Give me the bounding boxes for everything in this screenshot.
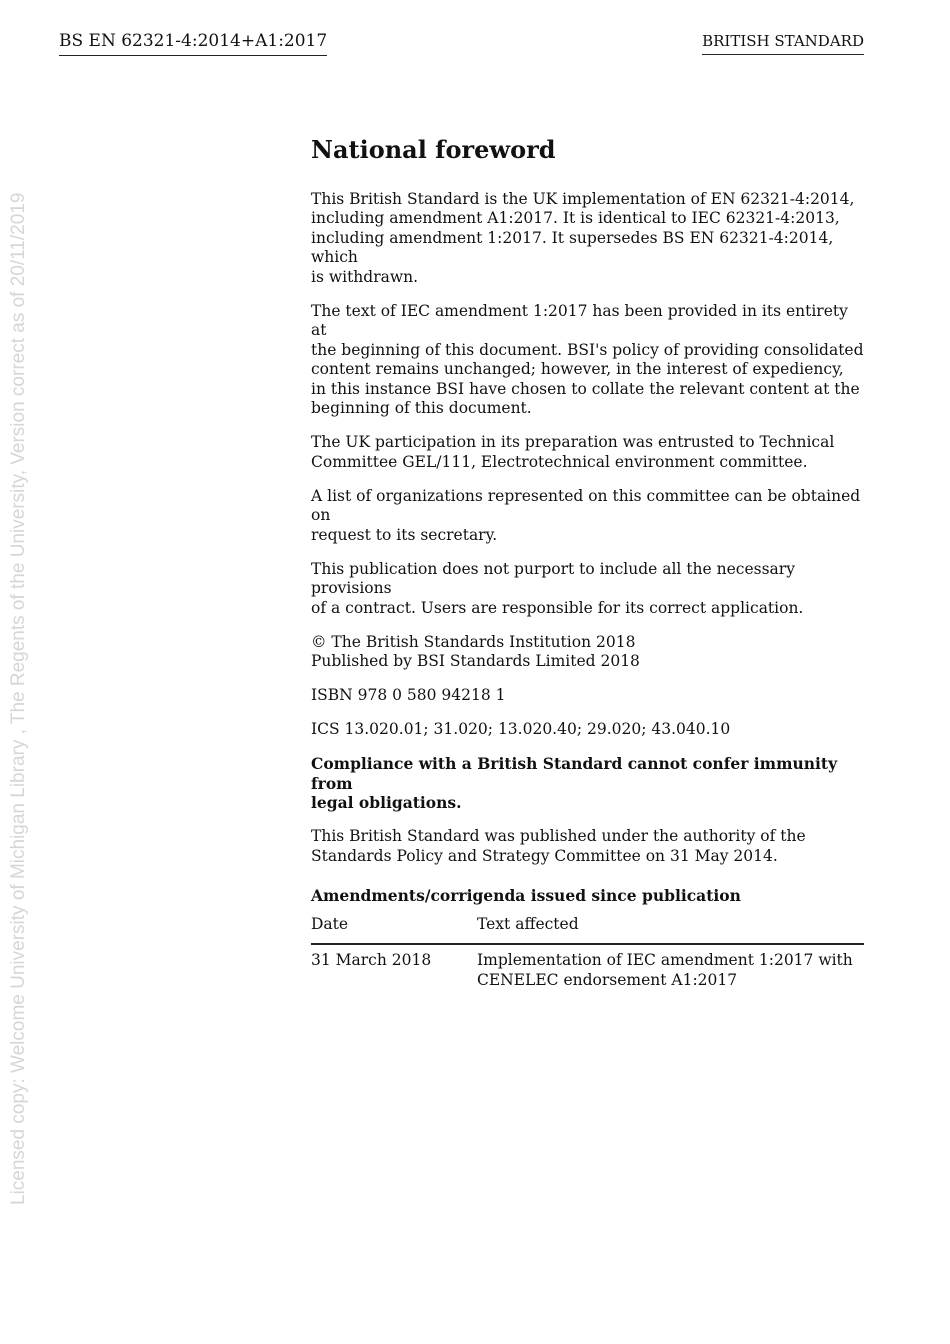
license-watermark: Licensed copy: Welcome University of Michigan Library , The Regents of the University, Version correct as of 20/11/2019 xyxy=(8,192,29,1205)
text-line: This British Standard is the UK implementation of EN 62321-4:2014, xyxy=(311,189,855,208)
foreword-body xyxy=(311,136,864,990)
amendments-table xyxy=(311,915,864,991)
text-line: CENELEC endorsement A1:2017 xyxy=(477,970,738,989)
column-header-text-affected: Text affected xyxy=(477,915,864,945)
compliance-notice xyxy=(311,754,864,813)
text-line: © The British Standards Institution 2018 xyxy=(311,632,636,651)
paragraph-copyright xyxy=(311,633,864,672)
text-line: Standards Policy and Strategy Committee on 31 May 2014. xyxy=(311,846,778,865)
text-line: is withdrawn. xyxy=(311,267,419,286)
table-row xyxy=(311,944,864,990)
text-line: including amendment 1:2017. It supersedes BS EN 62321-4:2014, which xyxy=(311,228,834,267)
isbn-number: ISBN 978 0 580 94218 1 xyxy=(311,686,506,705)
text-line: This British Standard was published under the authority of the xyxy=(311,827,806,846)
paragraph-amendment-text xyxy=(311,302,864,419)
paragraph-organizations xyxy=(311,487,864,546)
text-line: including amendment A1:2017. It is identical to IEC 62321-4:2013, xyxy=(311,209,840,228)
text-line: of a contract. Users are responsible for its correct application. xyxy=(311,598,804,617)
text-line: The UK participation in its preparation was entrusted to Technical xyxy=(311,433,835,452)
text-line: This publication does not purport to include all the necessary provisions xyxy=(311,559,795,598)
amendments-heading: Amendments/corrigenda issued since publication xyxy=(311,886,741,906)
text-line: request to its secretary. xyxy=(311,525,498,544)
amendment-text-affected xyxy=(477,944,864,990)
paragraph-authority xyxy=(311,827,864,866)
column-header-date: Date xyxy=(311,915,477,945)
header-series-label: BRITISH STANDARD xyxy=(702,32,864,55)
text-line: Committee GEL/111, Electrotechnical environment committee. xyxy=(311,452,808,471)
page-title: National foreword xyxy=(311,135,556,164)
amendment-date: 31 March 2018 xyxy=(311,951,432,970)
text-line: beginning of this document. xyxy=(311,399,532,418)
text-line: legal obligations. xyxy=(311,793,462,813)
table-header-row xyxy=(311,915,864,945)
header-document-id: BS EN 62321-4:2014+A1:2017 xyxy=(59,31,327,56)
text-line: Compliance with a British Standard cannot confer immunity from xyxy=(311,754,838,793)
ics-codes: ICS 13.020.01; 31.020; 13.020.40; 29.020; 43.040.10 xyxy=(311,720,731,739)
text-line: the beginning of this document. BSI's policy of providing consolidated xyxy=(311,340,864,359)
paragraph-contract-provisions xyxy=(311,560,864,619)
text-line: Implementation of IEC amendment 1:2017 with xyxy=(477,951,853,970)
paragraph-implementation xyxy=(311,190,864,288)
text-line: in this instance BSI have chosen to collate the relevant content at the xyxy=(311,379,860,398)
text-line: Published by BSI Standards Limited 2018 xyxy=(311,652,640,671)
paragraph-uk-participation xyxy=(311,433,864,472)
text-line: The text of IEC amendment 1:2017 has been provided in its entirety at xyxy=(311,301,848,340)
text-line: content remains unchanged; however, in the interest of expediency, xyxy=(311,360,844,379)
text-line: A list of organizations represented on this committee can be obtained on xyxy=(311,486,861,525)
